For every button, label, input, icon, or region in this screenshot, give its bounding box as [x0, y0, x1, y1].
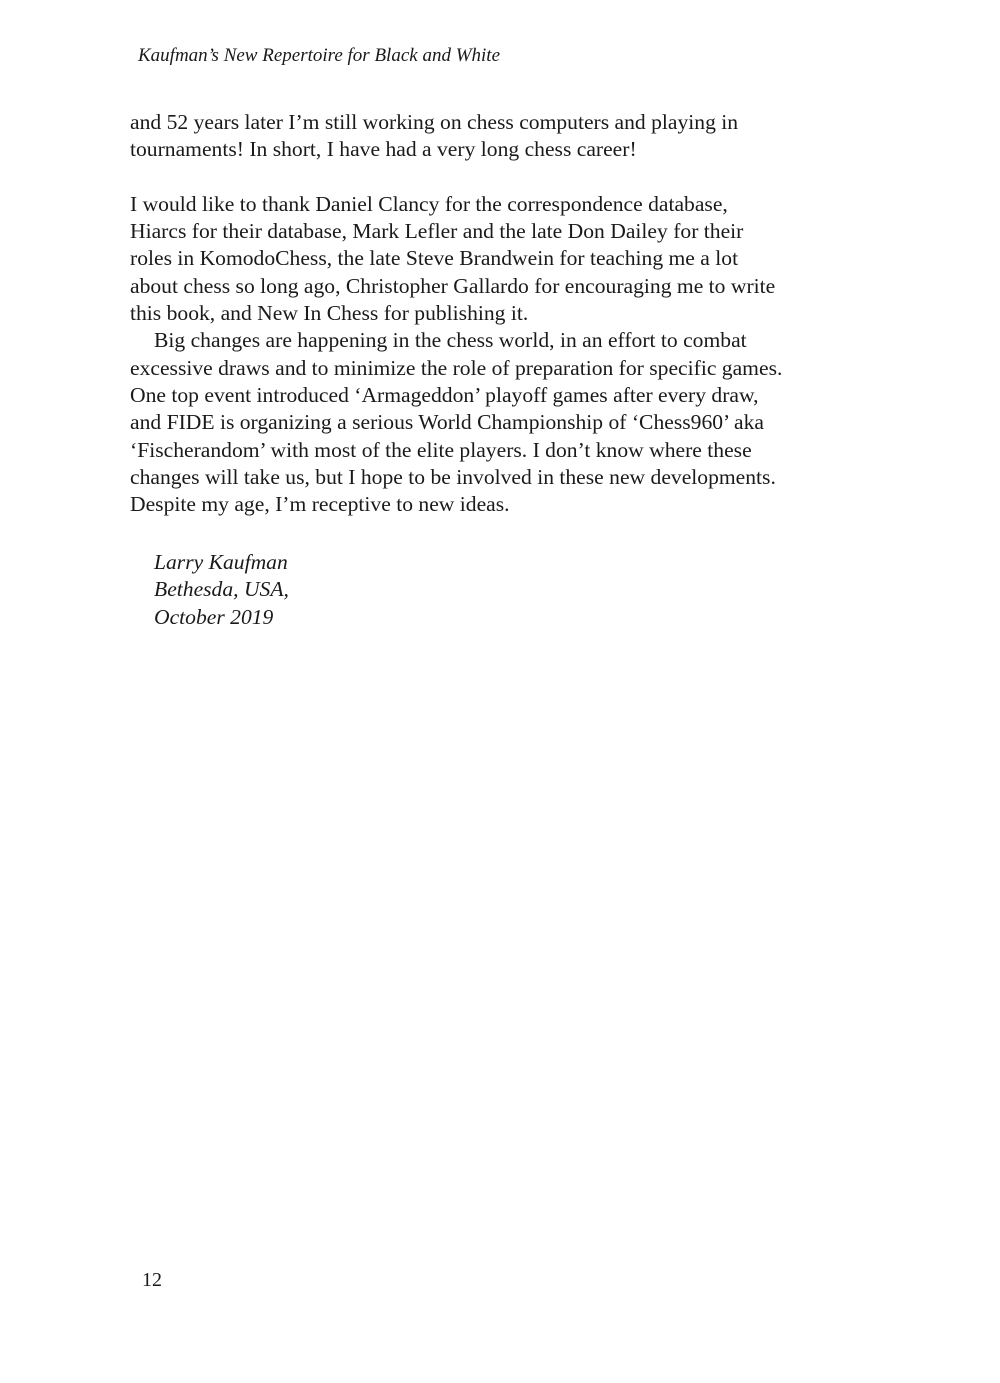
- paragraph-line: ‘Fischerandom’ with most of the elite players. I don’t know where these: [130, 437, 752, 462]
- paragraph-line: I would like to thank Daniel Clancy for the correspondence database,: [130, 191, 728, 216]
- paragraph-line: roles in KomodoChess, the late Steve Brandwein for teaching me a lot: [130, 246, 739, 271]
- paragraph-line: changes will take us, but I hope to be involved in these new developments.: [130, 464, 776, 489]
- paragraph-line: and FIDE is organizing a serious World Championship of ‘Chess960’ aka: [130, 410, 764, 435]
- paragraph-3: [130, 327, 870, 518]
- paragraph-gap: [130, 164, 870, 191]
- running-head: Kaufman’s New Repertoire for Black and White: [138, 45, 501, 66]
- signature-place: Bethesda, USA,: [154, 577, 289, 602]
- signature-name: Larry Kaufman: [154, 550, 288, 574]
- body-text: [130, 109, 870, 518]
- paragraph-line: about chess so long ago, Christopher Gallardo for encouraging me to write: [130, 273, 776, 298]
- signature-date: October 2019: [154, 604, 274, 629]
- paragraph-line: One top event introduced ‘Armageddon’ playoff games after every draw,: [130, 382, 759, 407]
- paragraph-1: [130, 109, 870, 164]
- paragraph-line: tournaments! In short, I have had a very long chess career!: [130, 137, 637, 162]
- paragraph-line: Hiarcs for their database, Mark Lefler and the late Don Dailey for their: [130, 219, 744, 244]
- paragraph-line: Despite my age, I’m receptive to new ideas.: [130, 492, 510, 517]
- paragraph-line: Big changes are happening in the chess world, in an effort to combat: [154, 328, 747, 353]
- paragraph-line: and 52 years later I’m still working on chess computers and playing in: [130, 110, 739, 134]
- paragraph-2: [130, 191, 870, 327]
- paragraph-line: this book, and New In Chess for publishing it.: [130, 301, 529, 326]
- signature-block: [154, 549, 289, 631]
- paragraph-line: excessive draws and to minimize the role of preparation for specific games.: [130, 355, 783, 380]
- page-number: 12: [142, 1269, 162, 1291]
